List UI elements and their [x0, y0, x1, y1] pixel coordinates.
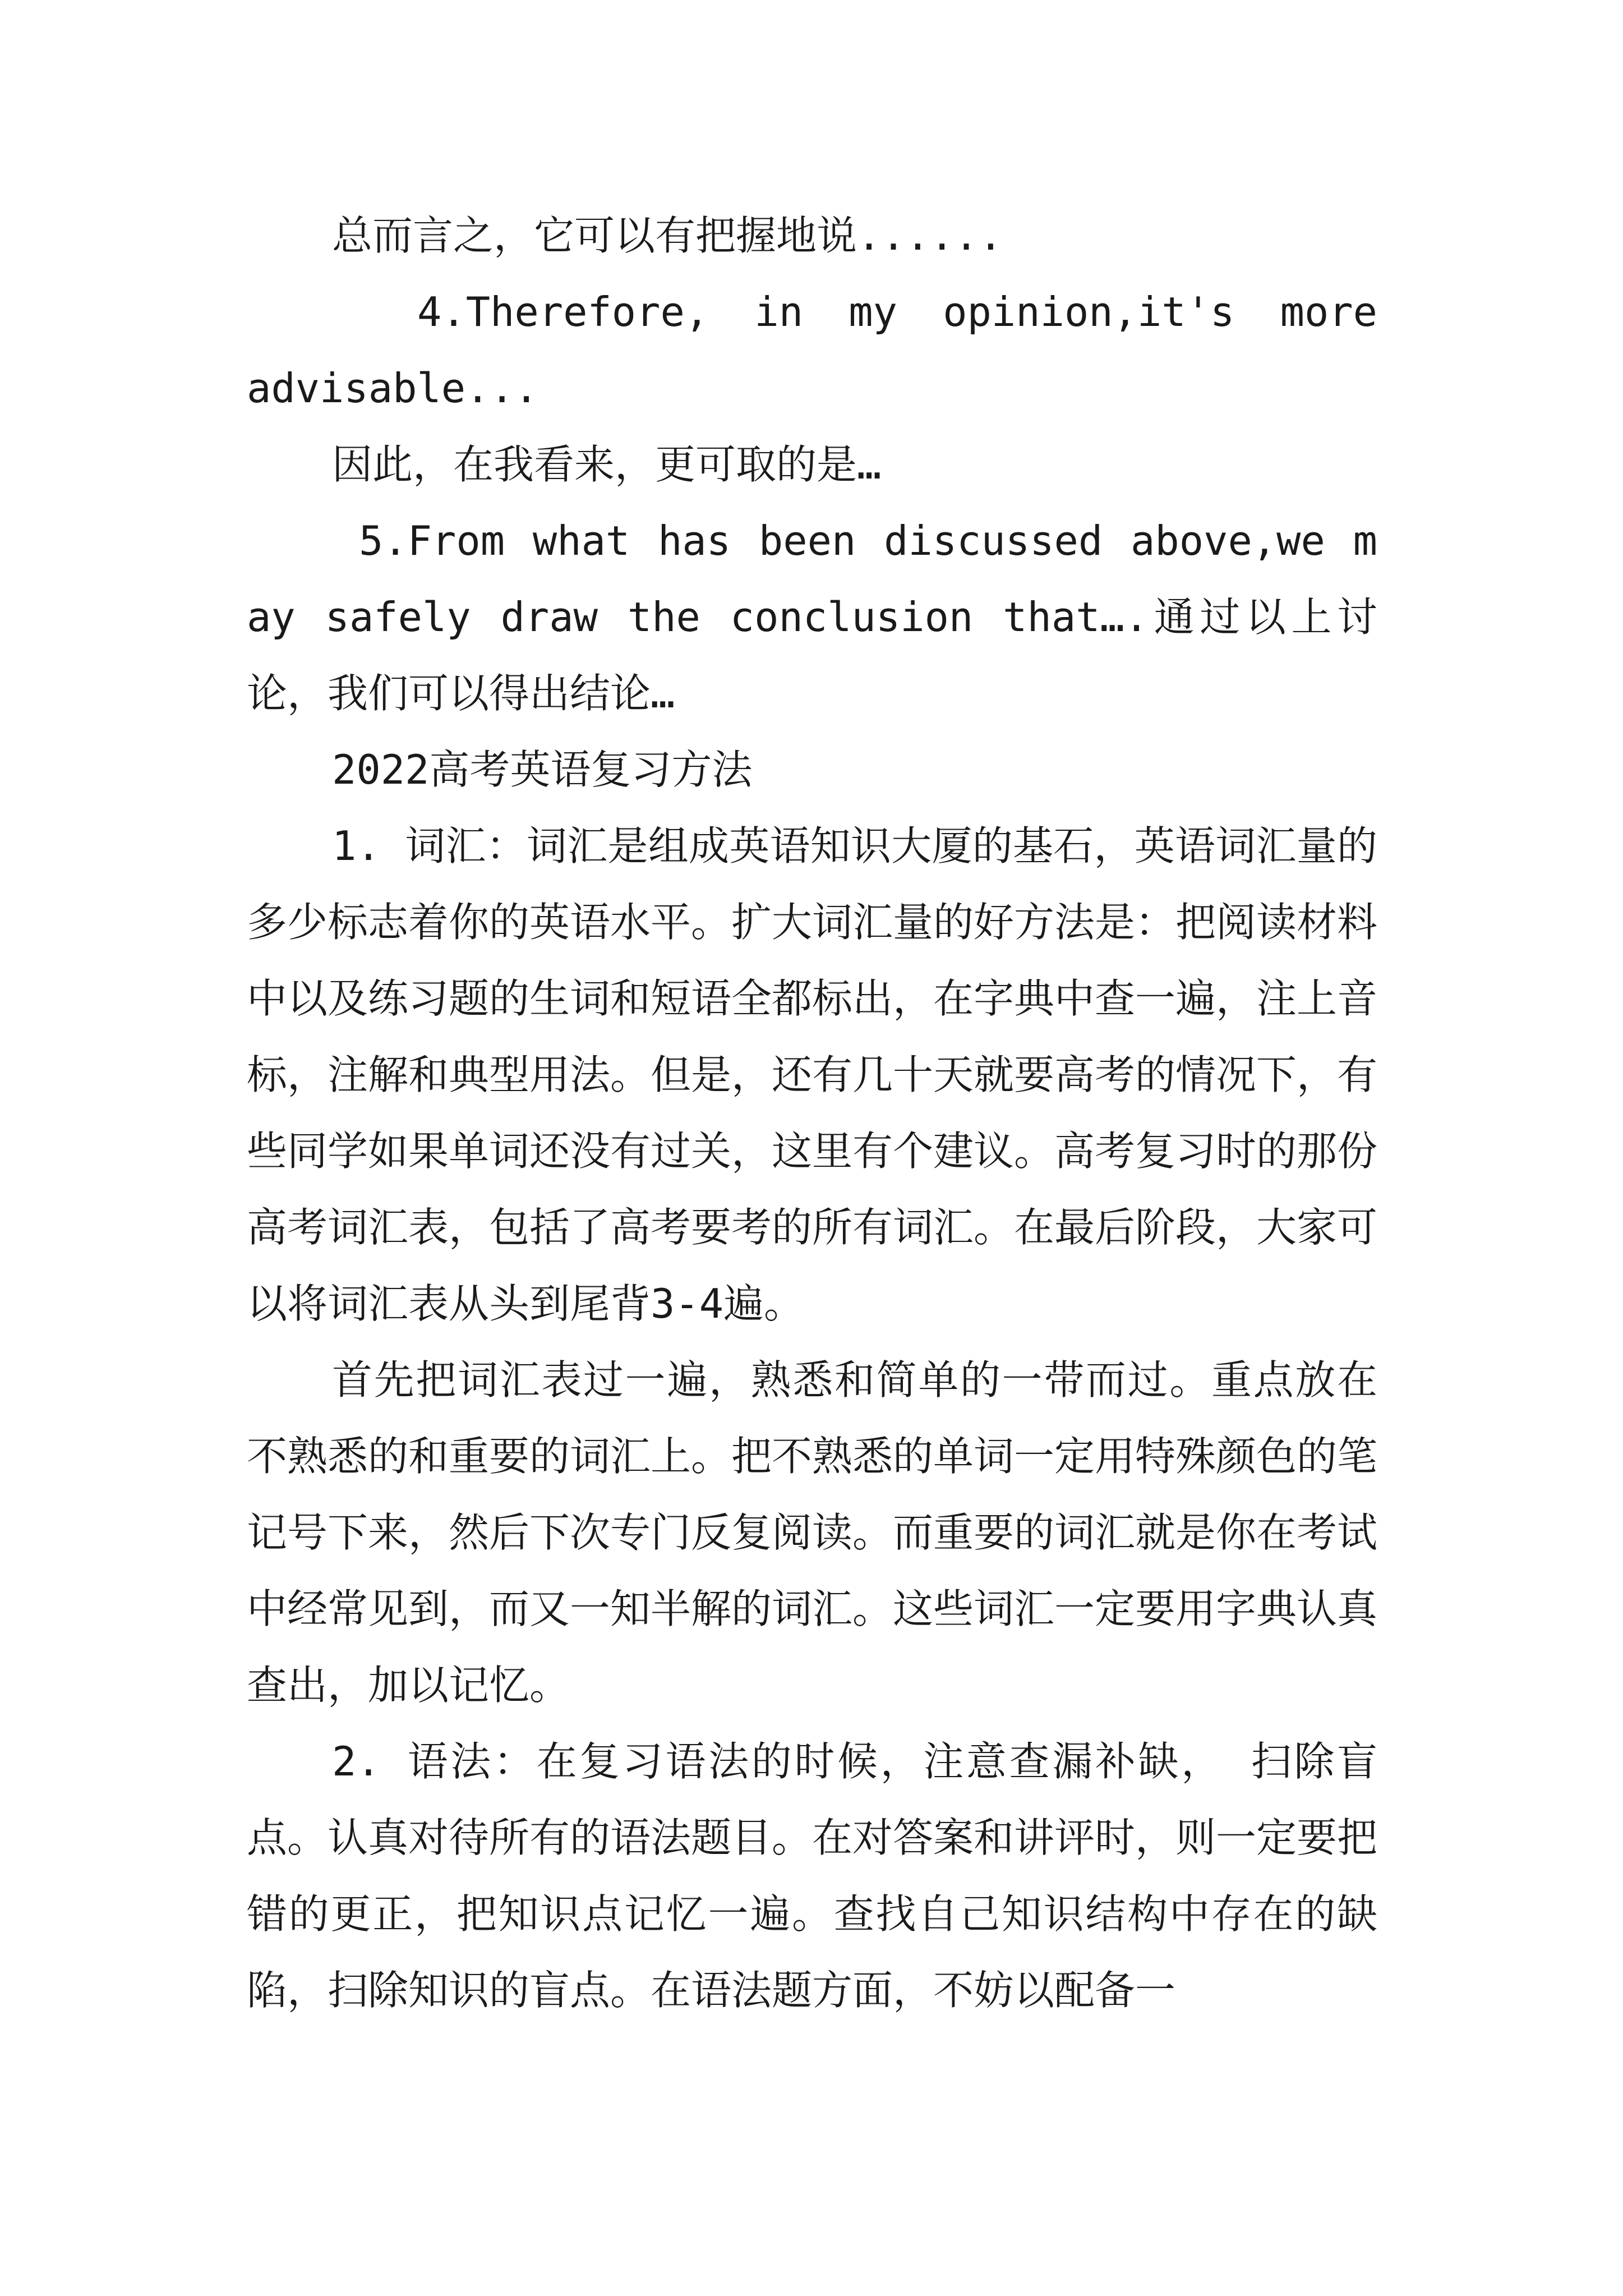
- paragraph-phrase-4: 4.Therefore, in my opinion,it's more advisable...: [247, 288, 1377, 412]
- paragraph-summary-cn: 总而言之，它可以有把握地说......: [332, 212, 1003, 259]
- paragraph-vocabulary-method: 首先把词汇表过一遍，熟悉和简单的一带而过。重点放在不熟悉的和重要的词汇上。把不熟悉的单词一定用特殊颜色的笔记号下来，然后下次专门反复阅读。而重要的词汇就是你在考试中经常见到，而又一知半解的词汇。这些词汇一定要用字典认真查出，加以记忆。: [247, 1356, 1378, 1709]
- paragraph-grammar: 2. 语法：在复习语法的时候，注意查漏补缺， 扫除盲点。认真对待所有的语法题目。在对答案和讲评时，则一定要把错的更正，把知识点记忆一遍。查找自己知识结构中存在的缺陷，扫除知识的盲点。在语法题方面，不妨以配备一: [247, 1738, 1378, 2014]
- paragraph-vocabulary: 1. 词汇：词汇是组成英语知识大厦的基石，英语词汇量的多少标志着你的英语水平。扩大词汇量的好方法是：把阅读材料中以及练习题的生词和短语全都标出，在字典中查一遍，注上音标，注解和典型用法。但是，还有几十天就要高考的情况下，有些同学如果单词还没有过关，这里有个建议。高考复习时的那份高考词汇表，包括了高考要考的所有词汇。在最后阶段，大家可以将词汇表从头到尾背3-4遍。: [247, 822, 1378, 1327]
- paragraph-phrase-5: 5.From what has been discussed above,we may safely draw the conclusion that….通过以上讨论，我们可以得出结论…: [247, 517, 1377, 717]
- body-text: [247, 197, 1377, 2028]
- section-heading: 2022高考英语复习方法: [332, 746, 753, 793]
- paragraph-phrase-4-cn: 因此，在我看来，更可取的是…: [332, 441, 882, 488]
